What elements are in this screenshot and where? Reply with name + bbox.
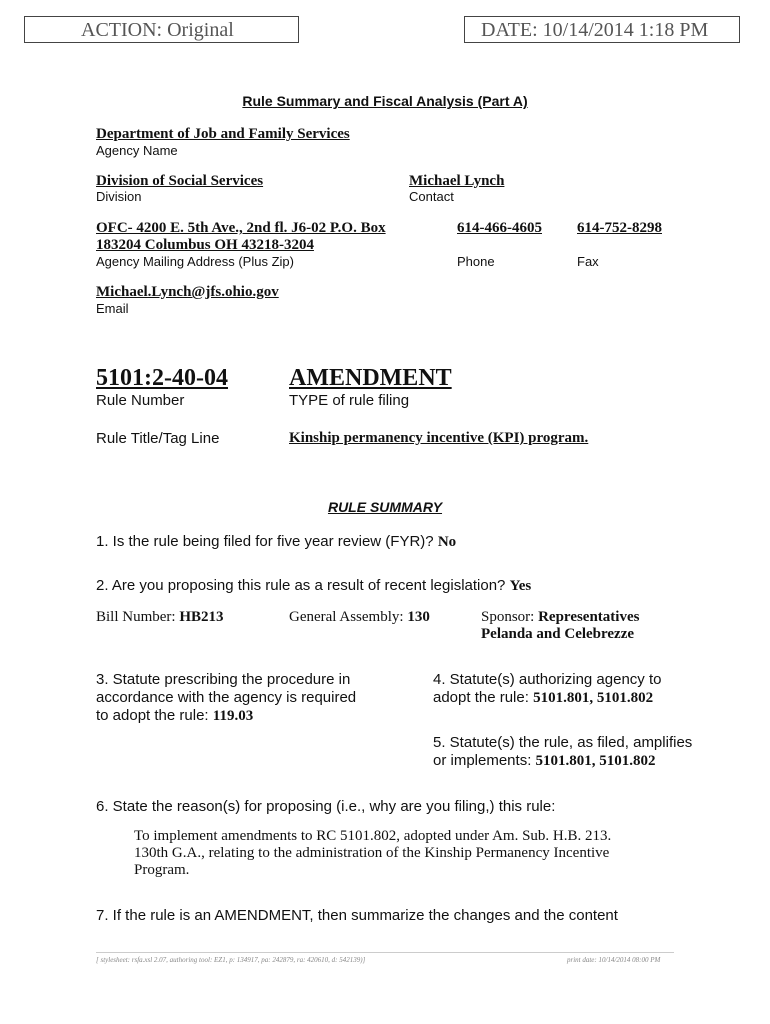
address-line1: OFC- 4200 E. 5th Ave., 2nd fl. J6-02 P.O. Box — [96, 220, 386, 236]
footer-stylesheet: [ stylesheet: rsfa.xsl 2.07, authoring tool: EZ1, p: 134917, pa: 242879, ra: 420610, d: 542139)] — [96, 956, 366, 964]
sponsor-label: Sponsor: — [481, 609, 535, 625]
question-2 — [96, 577, 531, 595]
date-box — [464, 16, 740, 43]
question-7: 7. If the rule is an AMENDMENT, then summarize the changes and the content — [96, 907, 618, 924]
question-5-line2: or implements: — [433, 752, 532, 769]
contact-label: Contact — [409, 189, 454, 204]
question-6-answer — [134, 828, 611, 879]
general-assembly-value: 130 — [407, 609, 430, 625]
question-1 — [96, 533, 456, 551]
fax-label: Fax — [577, 254, 599, 269]
phone-label: Phone — [457, 254, 495, 269]
general-assembly — [289, 609, 430, 626]
question-4-line2: adopt the rule: — [433, 689, 529, 706]
question-5-line1: 5. Statute(s) the rule, as filed, amplifies — [433, 734, 693, 751]
rule-number-label: Rule Number — [96, 392, 185, 409]
question-5-line2-row — [433, 752, 692, 770]
rule-title-value: Kinship permanency incentive (KPI) program. — [289, 430, 589, 446]
footer-print-date: print date: 10/14/2014 08:00 PM — [567, 956, 661, 964]
question-5 — [433, 734, 692, 770]
action-box — [24, 16, 299, 43]
question-3-line3-row — [96, 707, 356, 725]
question-6-answer-line2: 130th G.A., relating to the administration of the Kinship Permanency Incentive — [134, 845, 610, 861]
question-6-answer-line3: Program. — [134, 862, 190, 878]
action-text: ACTION: Original — [81, 19, 234, 41]
sponsor — [481, 609, 639, 626]
rule-type: AMENDMENT — [289, 365, 452, 391]
sponsor-value-line1: Representatives — [538, 609, 640, 625]
rule-number: 5101:2-40-04 — [96, 365, 228, 391]
question-6: 6. State the reason(s) for proposing (i.e., why are you filing,) this rule: — [96, 798, 556, 815]
sponsor-value-line2: Pelanda and Celebrezze — [481, 626, 635, 642]
form-title: Rule Summary and Fiscal Analysis (Part A) — [242, 93, 528, 109]
rule-summary-heading: RULE SUMMARY — [327, 499, 443, 515]
address-label: Agency Mailing Address (Plus Zip) — [96, 254, 294, 269]
rule-title-label: Rule Title/Tag Line — [96, 430, 220, 447]
bill-number-value: HB213 — [179, 609, 224, 625]
question-4-line2-row — [433, 689, 661, 707]
question-2-text: 2. Are you proposing this rule as a result of recent legislation? — [96, 577, 506, 594]
question-3-answer: 119.03 — [212, 708, 254, 724]
agency-name: Department of Job and Family Services — [96, 126, 350, 142]
question-4-answer: 5101.801, 5101.802 — [533, 690, 654, 706]
date-text: DATE: 10/14/2014 1:18 PM — [481, 19, 709, 41]
question-3-line1: 3. Statute prescribing the procedure in — [96, 671, 351, 688]
question-3 — [96, 671, 356, 725]
question-6-answer-line1: To implement amendments to RC 5101.802, adopted under Am. Sub. H.B. 213. — [134, 828, 612, 844]
general-assembly-label: General Assembly: — [289, 609, 404, 625]
bill-number — [96, 609, 224, 626]
agency-name-label: Agency Name — [96, 143, 178, 158]
sponsor-line2 — [481, 626, 634, 643]
question-4 — [433, 671, 661, 707]
fax-value: 614-752-8298 — [577, 220, 662, 236]
question-3-line2: accordance with the agency is required — [96, 689, 357, 706]
division-label: Division — [96, 189, 142, 204]
footer-divider — [96, 952, 674, 953]
question-4-line1: 4. Statute(s) authorizing agency to — [433, 671, 662, 688]
phone-value: 614-466-4605 — [457, 220, 542, 236]
question-3-line3: to adopt the rule: — [96, 707, 209, 724]
question-1-answer: No — [437, 534, 457, 550]
contact-value: Michael Lynch — [409, 173, 505, 189]
bill-number-label: Bill Number: — [96, 609, 176, 625]
rule-type-label: TYPE of rule filing — [289, 392, 410, 409]
question-2-answer: Yes — [509, 578, 532, 594]
division-value: Division of Social Services — [96, 173, 264, 189]
question-1-text: 1. Is the rule being filed for five year review (FYR)? — [96, 533, 434, 550]
question-5-answer: 5101.801, 5101.802 — [535, 753, 656, 769]
email-value: Michael.Lynch@jfs.ohio.gov — [96, 284, 279, 300]
email-label: Email — [96, 301, 129, 316]
address-line2: 183204 Columbus OH 43218-3204 — [96, 237, 314, 253]
